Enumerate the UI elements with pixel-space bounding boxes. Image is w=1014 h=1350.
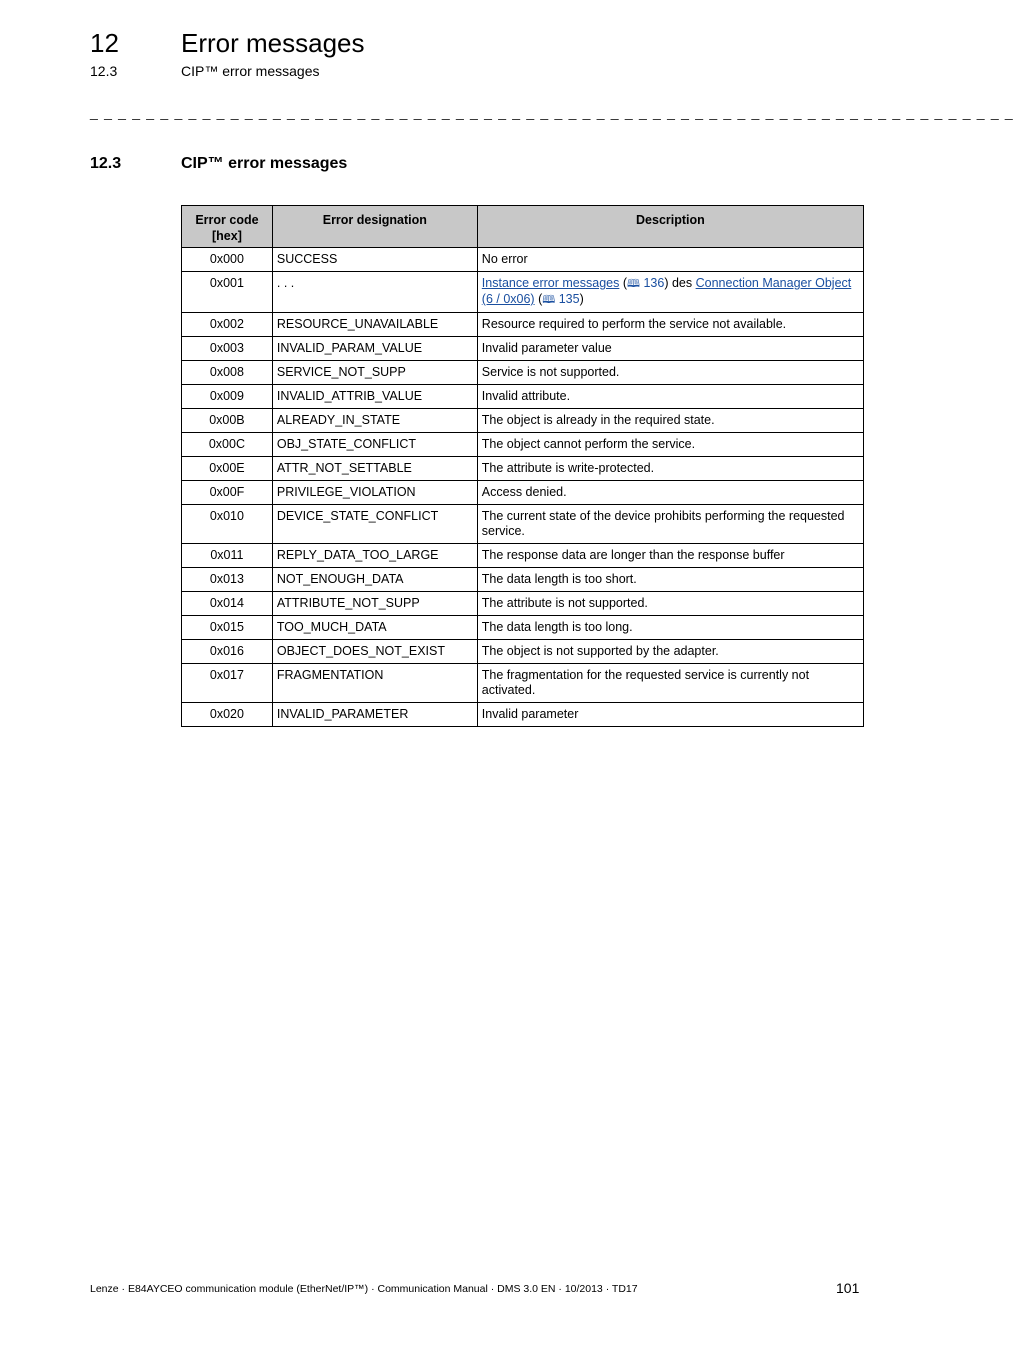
description-cell: The object is already in the required state. — [477, 409, 863, 433]
table-row — [182, 361, 864, 385]
table-row — [182, 337, 864, 361]
header-error-designation: Error designation — [272, 206, 477, 248]
description-cell: Service is not supported. — [477, 361, 863, 385]
table-row — [182, 457, 864, 481]
header-divider: _ _ _ _ _ _ _ _ _ _ _ _ _ _ _ _ _ _ _ _ _ _ _ _ _ _ _ _ _ _ _ _ _ _ _ _ _ _ _ _ _ _ _ _ _ _ _ _ _ _ _ _ _ _ _ _ _ _ _ _ _ _ _ _ _ _ — [90, 104, 1014, 120]
error-designation-cell: PRIVILEGE_VIOLATION — [272, 481, 477, 505]
error-code-cell: 0x002 — [182, 313, 273, 337]
table-row — [182, 313, 864, 337]
description-cell: The response data are longer than the response buffer — [477, 544, 863, 568]
error-code-cell: 0x00E — [182, 457, 273, 481]
error-code-cell: 0x00F — [182, 481, 273, 505]
error-designation-cell: SERVICE_NOT_SUPP — [272, 361, 477, 385]
description-cell: The fragmentation for the requested service is currently not activated. — [477, 664, 863, 703]
description-cell: Invalid parameter — [477, 703, 863, 727]
description-cell: No error — [477, 248, 863, 272]
error-designation-cell: OBJECT_DOES_NOT_EXIST — [272, 640, 477, 664]
page-reference-link[interactable]: 136 — [643, 276, 665, 290]
footer-text: Lenze · E84AYCEO communication module (EtherNet/IP™) · Communication Manual · DMS 3.0 EN · 10/2013 · TD17 — [90, 1283, 638, 1295]
error-code-cell: 0x009 — [182, 385, 273, 409]
table-row — [182, 568, 864, 592]
link-connector-text: des — [668, 276, 696, 290]
table-row — [182, 664, 864, 703]
table-row — [182, 433, 864, 457]
table-row — [182, 505, 864, 544]
error-code-cell: 0x008 — [182, 361, 273, 385]
book-icon: 🕮 — [542, 294, 556, 306]
table-row — [182, 703, 864, 727]
error-code-cell: 0x010 — [182, 505, 273, 544]
description-cell: The data length is too short. — [477, 568, 863, 592]
error-designation-cell: SUCCESS — [272, 248, 477, 272]
error-code-cell: 0x017 — [182, 664, 273, 703]
table-row — [182, 544, 864, 568]
running-section-number: 12.3 — [90, 63, 118, 79]
description-cell: The attribute is write-protected. — [477, 457, 863, 481]
running-section-title: CIP™ error messages — [181, 63, 320, 79]
description-cell: Invalid attribute. — [477, 385, 863, 409]
error-designation-cell: INVALID_ATTRIB_VALUE — [272, 385, 477, 409]
error-designation-cell: NOT_ENOUGH_DATA — [272, 568, 477, 592]
header-error-code: Error code [hex] — [182, 206, 273, 248]
description-cell: Resource required to perform the service not available. — [477, 313, 863, 337]
description-cell: The data length is too long. — [477, 616, 863, 640]
description-cell: The object is not supported by the adapter. — [477, 640, 863, 664]
table-row — [182, 272, 864, 313]
description-cell: The object cannot perform the service. — [477, 433, 863, 457]
error-designation-cell: INVALID_PARAMETER — [272, 703, 477, 727]
error-code-cell: 0x011 — [182, 544, 273, 568]
error-designation-cell: FRAGMENTATION — [272, 664, 477, 703]
error-designation-cell: RESOURCE_UNAVAILABLE — [272, 313, 477, 337]
error-code-cell: 0x016 — [182, 640, 273, 664]
error-designation-cell: TOO_MUCH_DATA — [272, 616, 477, 640]
description-cell: Invalid parameter value — [477, 337, 863, 361]
error-code-cell: 0x015 — [182, 616, 273, 640]
description-cell: Instance error messages (🕮 136) des Connection Manager Object (6 / 0x06) (🕮 135) — [477, 272, 863, 313]
book-icon: 🕮 — [627, 278, 640, 290]
error-designation-cell: DEVICE_STATE_CONFLICT — [272, 505, 477, 544]
error-designation-cell: OBJ_STATE_CONFLICT — [272, 433, 477, 457]
error-designation-cell: ATTRIBUTE_NOT_SUPP — [272, 592, 477, 616]
header-description: Description — [477, 206, 863, 248]
error-code-cell: 0x001 — [182, 272, 273, 313]
error-code-cell: 0x00B — [182, 409, 273, 433]
error-designation-cell: ALREADY_IN_STATE — [272, 409, 477, 433]
table-header-row — [182, 206, 864, 248]
table-row — [182, 616, 864, 640]
error-code-cell: 0x014 — [182, 592, 273, 616]
table-row — [182, 592, 864, 616]
error-code-cell: 0x013 — [182, 568, 273, 592]
chapter-number: 12 — [90, 28, 119, 58]
section-title: CIP™ error messages — [181, 155, 348, 172]
instance-error-messages-link[interactable]: Instance error messages — [481, 276, 620, 290]
description-cell: The attribute is not supported. — [477, 592, 863, 616]
table-row — [182, 481, 864, 505]
page-number: 101 — [836, 1280, 860, 1296]
error-code-cell: 0x000 — [182, 248, 273, 272]
connection-manager-object-link[interactable]: Connection Manager Object (6 / 0x06) — [481, 276, 852, 306]
table-row — [182, 385, 864, 409]
description-cell: Access denied. — [477, 481, 863, 505]
error-designation-cell: INVALID_PARAM_VALUE — [272, 337, 477, 361]
page-reference-link[interactable]: 135 — [558, 292, 580, 306]
table-row — [182, 248, 864, 272]
error-code-cell: 0x020 — [182, 703, 273, 727]
table-row — [182, 640, 864, 664]
chapter-title: Error messages — [181, 28, 365, 58]
error-designation-cell: ATTR_NOT_SETTABLE — [272, 457, 477, 481]
table-row — [182, 409, 864, 433]
section-number: 12.3 — [90, 155, 122, 172]
description-cell: The current state of the device prohibits performing the requested service. — [477, 505, 863, 544]
error-designation-cell: . . . — [272, 272, 477, 313]
error-code-cell: 0x003 — [182, 337, 273, 361]
error-code-cell: 0x00C — [182, 433, 273, 457]
error-designation-cell: REPLY_DATA_TOO_LARGE — [272, 544, 477, 568]
error-table — [181, 205, 864, 727]
